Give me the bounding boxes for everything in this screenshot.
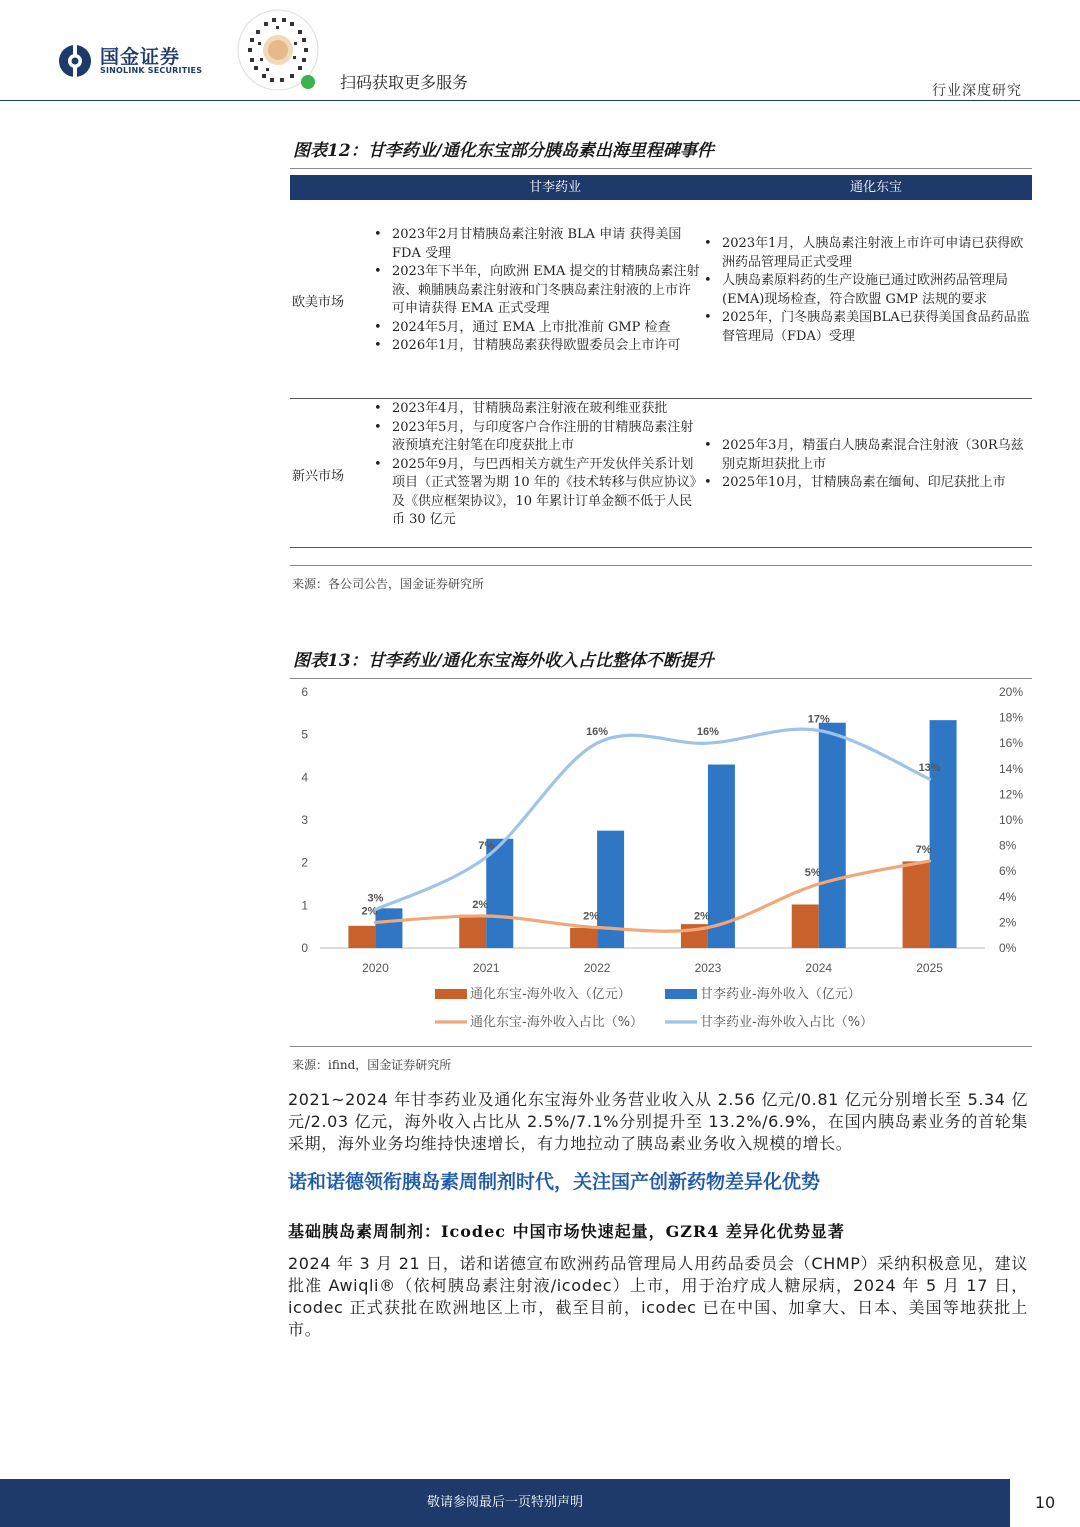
logo-text-cn: 国金证券 bbox=[100, 46, 181, 68]
list-item: • 2025年9月，与巴西相关方就生产开发伙伴关系计划项目（正式签署为期 10 年的《技术转移与供应协议》及《供应框架协议》，10 年累计订单金额不低于人民币 30 亿元 bbox=[372, 456, 700, 530]
row-label-emerging: 新兴市场 bbox=[292, 469, 345, 484]
y-tick-label: 4 bbox=[301, 770, 308, 785]
data-label: 5% bbox=[804, 867, 821, 879]
y-tick-label: 0 bbox=[301, 941, 308, 955]
data-label: 17% bbox=[807, 713, 830, 726]
list-item: • 2023年1月，人胰岛素注射液上市许可申请已获得欧洲药品管理局正式受理 bbox=[702, 235, 1032, 272]
y2-tick-label: 0% bbox=[999, 941, 1017, 955]
data-label: 2% bbox=[583, 910, 600, 923]
list-item: • 2023年5月，与印度客户合作注册的甘精胰岛素注射液预填充注射笔在印度获批上市 bbox=[372, 419, 700, 456]
figure12-source: 来源：各公司公告，国金证券研究所 bbox=[292, 577, 485, 591]
data-label: 3% bbox=[367, 892, 384, 905]
table-bottom-rule bbox=[290, 565, 1032, 566]
y2-tick-label: 6% bbox=[999, 864, 1017, 879]
y2-tick-label: 20% bbox=[999, 685, 1024, 699]
bar bbox=[348, 926, 375, 948]
list-item: • 人胰岛素原料药的生产设施已通过欧洲药品管理局(EMA)现场检查，符合欧盟 GMP 法规的要求 bbox=[702, 272, 1032, 309]
bar bbox=[459, 915, 486, 948]
bar bbox=[930, 720, 957, 948]
list-item: • 2023年下半年，向欧洲 EMA 提交的甘精胰岛素注射液、赖脯胰岛素注射液和门冬胰岛素注射液的上市许可申请获得 EMA 正式受理 bbox=[372, 263, 700, 319]
y2-tick-label: 14% bbox=[999, 761, 1024, 776]
data-label: 16% bbox=[696, 726, 719, 739]
data-label: 2% bbox=[693, 910, 710, 923]
x-tick-label: 2022 bbox=[583, 961, 611, 975]
legend-label: 通化东宝-海外收入占比（%） bbox=[470, 1015, 644, 1030]
x-tick-label: 2023 bbox=[694, 961, 722, 975]
data-label: 2% bbox=[361, 905, 378, 918]
row-label-west: 欧美市场 bbox=[292, 295, 345, 310]
figure13-source: 来源：ifind，国金证券研究所 bbox=[292, 1058, 452, 1072]
x-tick-label: 2025 bbox=[916, 961, 943, 975]
row-divider bbox=[290, 398, 1032, 399]
x-tick-label: 2024 bbox=[805, 961, 833, 975]
table-header bbox=[290, 175, 1032, 200]
series-line bbox=[375, 729, 929, 909]
column-header-tonghua: 通化东宝 bbox=[849, 180, 902, 195]
table-cell bbox=[372, 226, 700, 356]
logo-text-en: SINOLINK SECURITIES bbox=[100, 66, 203, 75]
list-item: • 2025年10月，甘精胰岛素在缅甸、印尼获批上市 bbox=[702, 474, 1032, 493]
data-label: 13% bbox=[918, 762, 941, 775]
y2-tick-label: 16% bbox=[999, 736, 1024, 751]
qr-code-icon[interactable] bbox=[236, 8, 320, 92]
data-label: 7% bbox=[915, 843, 932, 856]
list-item: • 2025年，门冬胰岛素美国BLA已获得美国食品药品监督管理局（FDA）受理 bbox=[702, 309, 1032, 346]
y2-tick-label: 2% bbox=[999, 915, 1017, 930]
section-heading: 诺和诺德领衔胰岛素周制剂时代，关注国产创新药物差异化优势 bbox=[288, 1171, 821, 1193]
figure13-rule bbox=[290, 678, 1032, 679]
sinolink-logo-icon bbox=[58, 44, 92, 78]
y-tick-label: 3 bbox=[301, 813, 308, 827]
header-divider bbox=[0, 100, 1080, 101]
legend-swatch bbox=[665, 989, 697, 999]
report-type-label: 行业深度研究 bbox=[932, 83, 1022, 99]
y2-tick-label: 12% bbox=[999, 787, 1024, 802]
y2-tick-label: 4% bbox=[999, 889, 1017, 904]
bar bbox=[819, 723, 846, 948]
legend-label: 甘李药业-海外收入占比（%） bbox=[700, 1015, 874, 1030]
qr-caption: 扫码获取更多服务 bbox=[340, 73, 469, 92]
bar bbox=[570, 928, 597, 948]
figure12-title: 图表12：甘李药业/通化东宝部分胰岛素出海里程碑事件 bbox=[293, 141, 714, 161]
legend-label: 甘李药业-海外收入（亿元） bbox=[700, 987, 861, 1002]
y-tick-label: 5 bbox=[301, 727, 308, 742]
figure13-title: 图表13：甘李药业/通化东宝海外收入占比整体不断提升 bbox=[293, 651, 714, 671]
list-item: • 2025年3月，精蛋白人胰岛素混合注射液（30R乌兹别克斯坦获批上市 bbox=[702, 437, 1032, 474]
x-tick-label: 2020 bbox=[362, 961, 389, 975]
row-divider bbox=[290, 547, 1032, 548]
bar bbox=[375, 908, 402, 948]
data-label: 2% bbox=[472, 899, 489, 911]
icodec-paragraph: 2024 年 3 月 21 日，诺和诺德宣布欧洲药品管理局人用药品委员会（CHMP）采纳积极意见，建议批准 Awiqli®（依柯胰岛素注射液/icodec）上市，用于治疗成人糖尿病，2024 年 5 月 17 日，icodec 正式获批在欧洲地区上市，截至目前，icodec 已在中国、加拿大、日本、美国等地获批上市。 bbox=[288, 1254, 1028, 1339]
data-label: 7% bbox=[478, 840, 495, 853]
legend-label: 通化东宝-海外收入（亿元） bbox=[470, 987, 631, 1002]
analysis-paragraph: 2021~2024 年甘李药业及通化东宝海外业务营业收入从 2.56 亿元/0.81 亿元分别增长至 5.34 亿元/2.03 亿元，海外收入占比从 2.5%/7.1%分别提升至 13.2%/6.9%，在国内胰岛素业务的首轮集采期，海外业务均维持快速增长，有力地拉动了胰岛素业务收入规模的增长。 bbox=[288, 1090, 1028, 1153]
x-tick-label: 2021 bbox=[472, 961, 500, 975]
overseas-revenue-chart bbox=[280, 680, 1040, 1042]
page-number: 10 bbox=[1034, 1493, 1056, 1512]
figure13-bottom-rule bbox=[290, 1046, 1032, 1047]
list-item: • 2023年4月，甘精胰岛素注射液在玻利维亚获批 bbox=[372, 400, 700, 419]
bar bbox=[903, 861, 930, 948]
sub-heading: 基础胰岛素周制剂：Icodec 中国市场快速起量，GZR4 差异化优势显著 bbox=[288, 1222, 845, 1241]
y2-tick-label: 8% bbox=[999, 838, 1017, 853]
list-item: • 2026年1月，甘精胰岛素获得欧盟委员会上市许可 bbox=[372, 337, 700, 356]
y-tick-label: 2 bbox=[301, 855, 308, 870]
figure12-rule bbox=[290, 168, 1032, 169]
y2-tick-label: 18% bbox=[999, 710, 1024, 725]
table-cell bbox=[702, 235, 1032, 346]
table-cell bbox=[372, 400, 700, 530]
bar bbox=[792, 904, 819, 948]
footer-disclaimer: 敬请参阅最后一页特别声明 bbox=[426, 1495, 583, 1510]
y-tick-label: 1 bbox=[301, 898, 308, 913]
y2-tick-label: 10% bbox=[999, 813, 1024, 827]
table-cell bbox=[702, 437, 1032, 493]
legend-swatch bbox=[435, 989, 467, 999]
list-item: • 2023年2月甘精胰岛素注射液 BLA 申请 获得美国 FDA 受理 bbox=[372, 226, 700, 263]
y-tick-label: 6 bbox=[301, 685, 308, 699]
list-item: • 2024年5月，通过 EMA 上市批准前 GMP 检查 bbox=[372, 319, 700, 338]
series-line bbox=[375, 861, 929, 931]
data-label: 16% bbox=[586, 726, 609, 739]
column-header-ganli: 甘李药业 bbox=[528, 180, 581, 195]
